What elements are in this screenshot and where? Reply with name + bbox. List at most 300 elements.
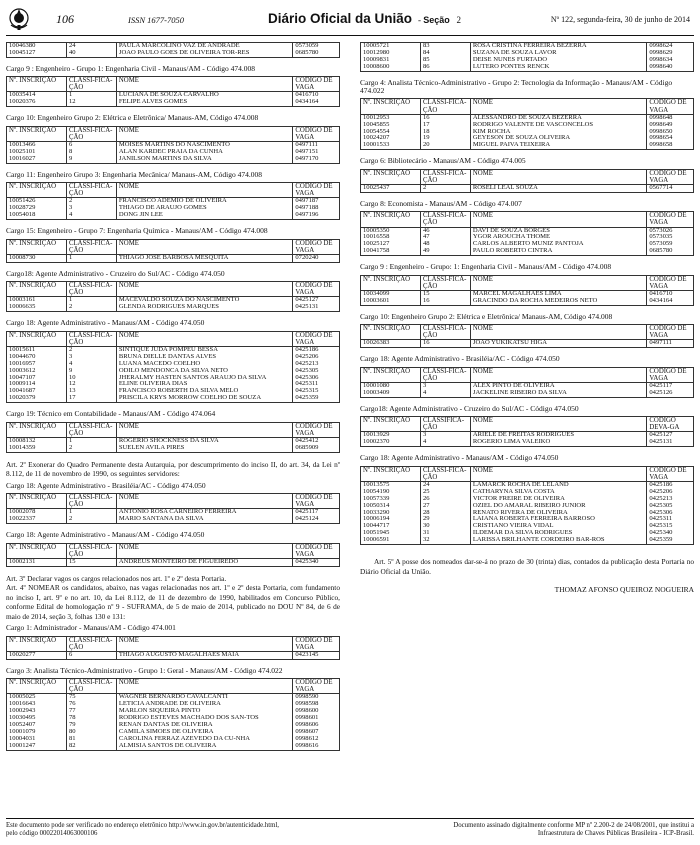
inscricao-cell: 10009831 (361, 57, 421, 64)
code-cell: 0685780 (647, 248, 694, 255)
classification-cell: 17 (420, 122, 470, 129)
classification-cell: 78 (66, 715, 116, 722)
table-row (7, 92, 340, 99)
column-header-codigo: CÓDIGO DE VAGA (293, 636, 340, 651)
inscricao-cell: 10003612 (7, 368, 67, 375)
column-header-classif: CLASSI-FICA-ÇÃO (66, 422, 116, 437)
inscricao-cell: 10012953 (361, 114, 421, 121)
table-row (7, 509, 340, 516)
table-row (7, 694, 340, 701)
name-cell: CAMILA SIMOES DE OLIVEIRA (116, 729, 293, 736)
classification-cell: 3 (66, 354, 116, 361)
entry-block (6, 65, 340, 107)
column-header-inscricao: Nº. INSCRIÇÃO (361, 325, 421, 340)
candidates-table (360, 98, 694, 150)
classification-cell: 15 (420, 290, 470, 297)
name-cell: LARISSA BRILHANTE CORDEIRO BAR-ROS (470, 537, 647, 544)
table-header-row (361, 169, 694, 184)
classification-cell: 12 (66, 381, 116, 388)
column-header-classif: CLASSI-FICA-ÇÃO (420, 169, 470, 184)
cargo-heading: Cargo 1: Administrador - Manaus/AM - Código 474.001 (6, 623, 176, 633)
code-cell: 0567714 (647, 184, 694, 192)
column-header-codigo: CÓDIGO DE VAGA (293, 679, 340, 694)
code-cell: 0998658 (647, 142, 694, 149)
candidates-table (360, 275, 694, 306)
inscricao-cell: 10003601 (361, 298, 421, 305)
name-cell: PRISCILA KRYS MORROW COELHO DE SOUZA (116, 395, 293, 402)
candidates-table (6, 678, 340, 751)
table-row (361, 481, 694, 488)
name-cell: ELINE OLIVEIRA DIAS (116, 381, 293, 388)
name-cell: JACKELINE RIBEIRO DA SILVA (470, 390, 647, 397)
column-header-codigo: CÓDIGO DE VAGA (293, 77, 340, 92)
cargo-heading: Cargo 3: Analista Técnico-Administrativo - Grupo 1: Geral - Manaus/AM - Código 474.022 (6, 665, 283, 675)
table-row (361, 184, 694, 192)
code-cell: 0425186 (647, 481, 694, 488)
classification-cell: 6 (66, 141, 116, 148)
column-header-classif: CLASSI-FICA-ÇÃO (66, 183, 116, 198)
column-header-classif: CLASSI-FICA-ÇÃO (66, 636, 116, 651)
right-column (360, 42, 694, 595)
table-header-row (7, 77, 340, 92)
table-header-row (7, 239, 340, 254)
coat-of-arms-icon (8, 7, 30, 31)
code-cell: 0573059 (647, 241, 694, 248)
table-row (361, 432, 694, 439)
candidates-table (6, 239, 340, 263)
inscricao-cell: 10051945 (361, 530, 421, 537)
code-cell: 0998606 (293, 722, 340, 729)
column-header-codigo: CÓDIGO DE VAGA (293, 239, 340, 254)
column-header-classif: CLASSI-FICA-ÇÃO (66, 331, 116, 346)
code-cell: 0425359 (293, 395, 340, 402)
column-header-inscricao: Nº. INSCRIÇÃO (361, 367, 421, 382)
code-cell: 0425131 (293, 304, 340, 311)
classification-cell: 75 (66, 694, 116, 701)
cargo-heading: Cargo 8: Economista - Manaus/AM - Código 474.007 (360, 198, 522, 208)
column-header-inscricao: Nº. INSCRIÇÃO (7, 239, 67, 254)
name-cell: THIAGO DE ARAUJO GOMES (116, 205, 293, 212)
code-cell: 0998629 (647, 50, 694, 57)
name-cell: MARLON SIQUEIRA PINTO (116, 708, 293, 715)
cargo-heading: Cargo 11: Engenheiro Grupo 3: Engenharia Mecânica/ Manaus-AM, Código 474.008 (6, 169, 262, 179)
table-row (361, 530, 694, 537)
issue-date: Nº 122, segunda-feira, 30 de junho de 2014 (550, 15, 690, 24)
name-cell: JHERALMY HASTEN SANTOS ARAUJO DA SILVA (116, 375, 293, 382)
column-header-classif: CLASSI-FICA-ÇÃO (420, 466, 470, 481)
table-row (7, 141, 340, 148)
code-cell: 0998624 (647, 43, 694, 50)
entry-block (6, 460, 340, 524)
code-cell: 0998590 (293, 694, 340, 701)
table-header-row (7, 282, 340, 297)
classification-cell: 25 (420, 489, 470, 496)
cargo-heading: Cargo 19: Técnico em Contabilidade - Manaus/AM - Código 474.064 (6, 409, 216, 419)
inscricao-cell: 10026383 (361, 340, 421, 348)
column-header-inscricao: Nº. INSCRIÇÃO (7, 77, 67, 92)
column-header-classif: CLASSI-FICA-ÇÃO (66, 282, 116, 297)
table-row (7, 651, 340, 659)
name-cell: FELIPE ALVES GOMES (116, 99, 293, 106)
column-header-codigo: CÓDIGO DE VAGA (293, 282, 340, 297)
column-header-inscricao: Nº. INSCRIÇÃO (361, 99, 421, 114)
classification-cell: 16 (420, 114, 470, 121)
article-paragraph: Art. 2º Exonerar do Quadro Permanente desta Autarquia, por descumprimento do inciso II, do art. 34, da Lei nº 8.112, de 11 de novembro de 1990, os seguintes servidores: (6, 459, 340, 479)
code-cell: 0425117 (647, 382, 694, 389)
table-row (361, 50, 694, 57)
classification-cell: 4 (66, 212, 116, 219)
table-header-row (7, 126, 340, 141)
entry-block (360, 355, 694, 397)
table-header-row (7, 331, 340, 346)
code-cell: 0434164 (293, 99, 340, 106)
column-header-codigo: CÓDIGO DE VAGA (293, 331, 340, 346)
code-cell: 0497111 (647, 340, 694, 348)
name-cell: ARIELE DE FREITAS RODRIGUES (470, 432, 647, 439)
code-cell: 0425306 (293, 375, 340, 382)
name-cell: ROGERIO SHOCKNESS DA SILVA (116, 437, 293, 444)
classification-cell: 48 (420, 241, 470, 248)
code-cell: 0497111 (293, 141, 340, 148)
verification-url: Este documento pode ser verificado no endereço eletrônico http://www.in.gov.br/autenticidade.html, (6, 822, 279, 829)
code-cell: 0998601 (293, 715, 340, 722)
table-row (7, 50, 340, 57)
name-cell: DAVI DE SOUZA BORGES (470, 227, 647, 234)
classification-cell: 1 (66, 92, 116, 99)
verification-code: pelo código 00022014063000106 (6, 830, 98, 838)
cargo-heading: Cargo 4: Analista Técnico-Administrativo - Grupo 2: Tecnologia da Informação - Manaus/AM - Código 474.022 (360, 77, 673, 96)
code-cell: 0425206 (647, 489, 694, 496)
inscricao-cell: 10050314 (361, 503, 421, 510)
column-header-classif: CLASSI-FICA-ÇÃO (420, 212, 470, 227)
column-header-codigo: CÓDIGO DE VAGA (647, 212, 694, 227)
table-row (7, 708, 340, 715)
name-cell: MACEVALDO SOUZA DO NASCIMENTO (116, 297, 293, 304)
column-header-inscricao: Nº. INSCRIÇÃO (7, 126, 67, 141)
code-cell: 0425117 (293, 509, 340, 516)
inscricao-cell: 10054018 (7, 212, 67, 219)
classification-cell: 8 (66, 149, 116, 156)
code-cell: 0434164 (647, 298, 694, 305)
table-row (7, 437, 340, 444)
issn: ISSN 1677-7050 (128, 15, 184, 25)
table-row (361, 43, 694, 50)
classification-cell: 24 (420, 481, 470, 488)
table-row (361, 290, 694, 297)
inscricao-cell: 10034099 (361, 290, 421, 297)
column-header-inscricao: Nº. INSCRIÇÃO (7, 494, 67, 509)
inscricao-cell: 10016558 (361, 234, 421, 241)
classification-cell: 2 (66, 198, 116, 205)
column-header-nome: NOME (116, 282, 293, 297)
entry-block (6, 574, 340, 660)
column-header-classif: CLASSI-FICA-ÇÃO (66, 77, 116, 92)
inscricao-cell: 10016643 (7, 701, 67, 708)
entry-block (360, 79, 694, 151)
classification-cell: 85 (420, 57, 470, 64)
inscricao-cell: 10057339 (361, 496, 421, 503)
code-cell: 0998634 (647, 57, 694, 64)
column-header-codigo: CÓDIGO DEVA-GA (647, 417, 694, 432)
table-row (7, 701, 340, 708)
column-header-nome: NOME (116, 126, 293, 141)
classification-cell: 9 (66, 156, 116, 163)
classification-cell: 1 (66, 437, 116, 444)
inscricao-cell: 10051426 (7, 198, 67, 205)
name-cell: MIGUEL PAIVA TEIXEIRA (470, 142, 647, 149)
column-header-codigo: CÓDIGO DE VAGA (293, 126, 340, 141)
page-header (6, 6, 694, 36)
column-header-nome: NOME (470, 275, 647, 290)
column-header-nome: NOME (116, 679, 293, 694)
inscricao-cell: 10009114 (7, 381, 67, 388)
inscricao-cell: 10005350 (361, 227, 421, 234)
table-row (361, 248, 694, 255)
inscricao-cell: 10008600 (361, 64, 421, 71)
section-label: Seção (423, 15, 450, 25)
inscricao-cell: 10047107 (7, 375, 67, 382)
table-row (7, 156, 340, 163)
column-header-nome: NOME (116, 239, 293, 254)
candidates-table (6, 42, 340, 58)
code-cell: 0425124 (293, 516, 340, 523)
code-cell: 0425412 (293, 437, 340, 444)
code-cell: 0998648 (647, 114, 694, 121)
inscricao-cell: 10013929 (361, 432, 421, 439)
code-cell: 0573026 (647, 227, 694, 234)
entry-block (360, 42, 694, 72)
name-cell: BRUNA DIELLE DANTAS ALVES (116, 354, 293, 361)
classification-cell: 12 (66, 99, 116, 106)
inscricao-cell: 10003409 (361, 390, 421, 397)
table-row (361, 340, 694, 348)
inscricao-cell: 10022337 (7, 516, 67, 523)
table-row (7, 722, 340, 729)
code-cell: 0720240 (293, 254, 340, 262)
inscricao-cell: 10008730 (7, 254, 67, 262)
cargo-heading: Cargo 10: Engenheiro Grupo 2: Elétrica e Eletrônica/ Manaus-AM, Código 474.008 (6, 113, 259, 123)
name-cell: ODILO MENDONCA DA SILVA NETO (116, 368, 293, 375)
classification-cell: 47 (420, 234, 470, 241)
table-row (361, 57, 694, 64)
classification-cell: 28 (420, 510, 470, 517)
table-row (361, 516, 694, 523)
code-cell: 0425206 (293, 354, 340, 361)
classification-cell: 83 (420, 43, 470, 50)
column-header-inscricao: Nº. INSCRIÇÃO (361, 275, 421, 290)
candidates-table (6, 493, 340, 524)
candidates-table (360, 169, 694, 193)
name-cell: CATHARYNA SILVA COSTA (470, 489, 647, 496)
table-row (7, 205, 340, 212)
name-cell: SINTIQUE JUDA POMPEU BESSA (116, 346, 293, 353)
code-cell: 0685909 (293, 445, 340, 452)
inscricao-cell: 10013466 (7, 141, 67, 148)
code-cell: 0998654 (647, 135, 694, 142)
table-row (361, 227, 694, 234)
candidates-table (360, 211, 694, 256)
table-row (7, 99, 340, 106)
classification-cell: 84 (420, 50, 470, 57)
entry-block (6, 319, 340, 403)
signature-note (374, 822, 694, 838)
table-header-row (7, 183, 340, 198)
classification-cell: 16 (420, 298, 470, 305)
inscricao-cell: 10016957 (7, 361, 67, 368)
table-header-row (361, 367, 694, 382)
name-cell: ROSA CRISTINA FERREIRA BEZERRA (470, 43, 647, 50)
classification-cell: 40 (66, 50, 116, 57)
column-header-inscricao: Nº. INSCRIÇÃO (7, 282, 67, 297)
code-cell: 0425306 (647, 510, 694, 517)
table-row (7, 381, 340, 388)
name-cell: ALEX PINTO DE OLIVEIRA (470, 382, 647, 389)
inscricao-cell: 10052407 (7, 722, 67, 729)
name-cell: ALESSANDRO DE SOUZA BEZERRA (470, 114, 647, 121)
cargo-heading: Cargo 9 : Engenheiro - Grupo: 1: Engenharia Civil - Manaus/AM - Código 474.008 (360, 262, 612, 272)
table-header-row (7, 422, 340, 437)
inscricao-cell: 10013575 (361, 481, 421, 488)
publication-title: Diário Oficial da União (268, 11, 413, 26)
column-header-nome: NOME (470, 169, 647, 184)
signature-note-line2: Infraestrutura de Chaves Públicas Brasileira - ICP-Brasil. (537, 830, 694, 838)
entry-block (360, 157, 694, 193)
name-cell: LUCIANA DE SOUZA CARVALHO (116, 92, 293, 99)
table-row (361, 439, 694, 446)
inscricao-cell: 10028729 (7, 205, 67, 212)
name-cell: ROSELI LEAL SOUZA (470, 184, 647, 192)
column-header-inscricao: Nº. INSCRIÇÃO (361, 169, 421, 184)
code-cell: 0573035 (647, 234, 694, 241)
cargo-heading: Cargo18: Agente Administrativo - Cruzeiro do Sul/AC - Código 474.050 (360, 403, 579, 413)
column-header-classif: CLASSI-FICA-ÇÃO (66, 494, 116, 509)
cargo-heading: Cargo18: Agente Administrativo - Cruzeiro do Sul/AC - Código 474.050 (6, 268, 225, 278)
table-row (361, 537, 694, 544)
name-cell: LUANA MACEDO COELHO (116, 361, 293, 368)
name-cell: YGOR AROUCHA THOME (470, 234, 647, 241)
table-row (361, 142, 694, 149)
column-header-nome: NOME (116, 77, 293, 92)
column-header-classif: CLASSI-FICA-ÇÃO (66, 679, 116, 694)
code-cell: 0416710 (293, 92, 340, 99)
table-header-row (7, 494, 340, 509)
code-cell: 0685780 (293, 50, 340, 57)
inscricao-cell: 10020277 (7, 651, 67, 659)
name-cell: CRISTIANO VIEIRA VIDAL (470, 523, 647, 530)
inscricao-cell: 10054190 (361, 489, 421, 496)
inscricao-cell: 10004031 (7, 736, 67, 743)
code-cell: 0425305 (293, 368, 340, 375)
table-row (7, 395, 340, 402)
name-cell: THIAGO JOSE BARBOSA MESQUITA (116, 254, 293, 262)
cargo-heading: Cargo 15: Engenheiro - Grupo 7: Engenharia Química - Manaus/AM - Código 474.008 (6, 226, 268, 236)
classification-cell: 17 (66, 395, 116, 402)
classification-cell: 4 (420, 439, 470, 446)
column-header-classif: CLASSI-FICA-ÇÃO (66, 126, 116, 141)
code-cell: 0998612 (293, 736, 340, 743)
article-5-paragraph: Art. 5º A posse dos nomeados dar-se-á no prazo de 30 (trinta) dias, contados da publicação desta Portaria no Diário Oficial da União. (360, 557, 694, 576)
classification-cell: 18 (420, 129, 470, 136)
name-cell: MARCEL MAGALHAES LIMA (470, 290, 647, 297)
code-cell: 0425127 (293, 297, 340, 304)
name-cell: CARLOS ALBERTO MUNIZ PANTOJA (470, 241, 647, 248)
classification-cell: 19 (420, 135, 470, 142)
inscricao-cell: 10033290 (361, 510, 421, 517)
page-number: 106 (56, 12, 74, 26)
inscricao-cell: 10001080 (361, 382, 421, 389)
column-header-inscricao: Nº. INSCRIÇÃO (7, 331, 67, 346)
inscricao-cell: 10015611 (7, 346, 67, 353)
column-header-classif: CLASSI-FICA-ÇÃO (420, 367, 470, 382)
table-row (7, 736, 340, 743)
name-cell: JOAO YUKIKATSU HIGA (470, 340, 647, 348)
name-cell: LUTERO PONTES RENCK (470, 64, 647, 71)
inscricao-cell: 10054554 (361, 129, 421, 136)
name-cell: THIAGO AUGUSTO MAGALHAES MAIA (116, 651, 293, 659)
name-cell: FRANCISCO ADEMIO DE OLIVEIRA (116, 198, 293, 205)
name-cell: ALMISIA SANTOS DE OLIVEIRA (116, 743, 293, 750)
column-header-classif: CLASSI-FICA-ÇÃO (66, 239, 116, 254)
candidates-table (360, 324, 694, 348)
column-header-nome: NOME (470, 367, 647, 382)
column-header-inscricao: Nº. INSCRIÇÃO (7, 422, 67, 437)
classification-cell: 9 (66, 368, 116, 375)
name-cell: RODRIGO VALENTE DE VASCONCELOS (470, 122, 647, 129)
entry-block (6, 42, 340, 58)
table-row (361, 382, 694, 389)
classification-cell: 81 (66, 736, 116, 743)
table-row (7, 43, 340, 50)
code-cell: 0998600 (293, 708, 340, 715)
classification-cell: 6 (66, 651, 116, 659)
candidates-table (360, 466, 694, 546)
cargo-heading: Cargo 18: Agente Administrativo - Manaus/AM - Código 474.050 (360, 453, 559, 463)
name-cell: DEISE NUNES FURTADO (470, 57, 647, 64)
code-cell: 0425315 (647, 523, 694, 530)
name-cell: ALAN KARDEC PRAIA DA CUNHA (116, 149, 293, 156)
code-cell: 0425213 (647, 496, 694, 503)
table-header-row (361, 99, 694, 114)
code-cell: 0998616 (293, 743, 340, 750)
cargo-heading: Cargo 18: Agente Administrativo - Manaus/AM - Código 474.050 (6, 318, 205, 328)
table-row (361, 122, 694, 129)
classification-cell: 2 (66, 346, 116, 353)
inscricao-cell: 10012980 (361, 50, 421, 57)
classification-cell: 79 (66, 722, 116, 729)
inscricao-cell: 10002131 (7, 558, 67, 566)
column-header-inscricao: Nº. INSCRIÇÃO (361, 466, 421, 481)
entry-block (360, 200, 694, 256)
code-cell: 0425311 (647, 516, 694, 523)
name-cell: SUZANA DE SOUZA LAVOR (470, 50, 647, 57)
table-row (361, 129, 694, 136)
column-header-codigo: CÓDIGO DE VAGA (647, 275, 694, 290)
table-row (7, 729, 340, 736)
code-cell: 0425359 (647, 537, 694, 544)
column-header-nome: NOME (116, 494, 293, 509)
page-footer (6, 818, 694, 838)
inscricao-cell: 10002370 (361, 439, 421, 446)
classification-cell: 27 (420, 503, 470, 510)
column-header-inscricao: Nº. INSCRIÇÃO (361, 212, 421, 227)
column-header-codigo: CÓDIGO DE VAGA (647, 169, 694, 184)
code-cell: 0425340 (647, 530, 694, 537)
candidates-table (360, 367, 694, 398)
name-cell: GEYESON DE SOUZA OLIVEIRA (470, 135, 647, 142)
name-cell: WAGNER BERNARDO CAVALCANTI (116, 694, 293, 701)
code-cell: 0425131 (647, 439, 694, 446)
code-cell: 0425340 (293, 558, 340, 566)
